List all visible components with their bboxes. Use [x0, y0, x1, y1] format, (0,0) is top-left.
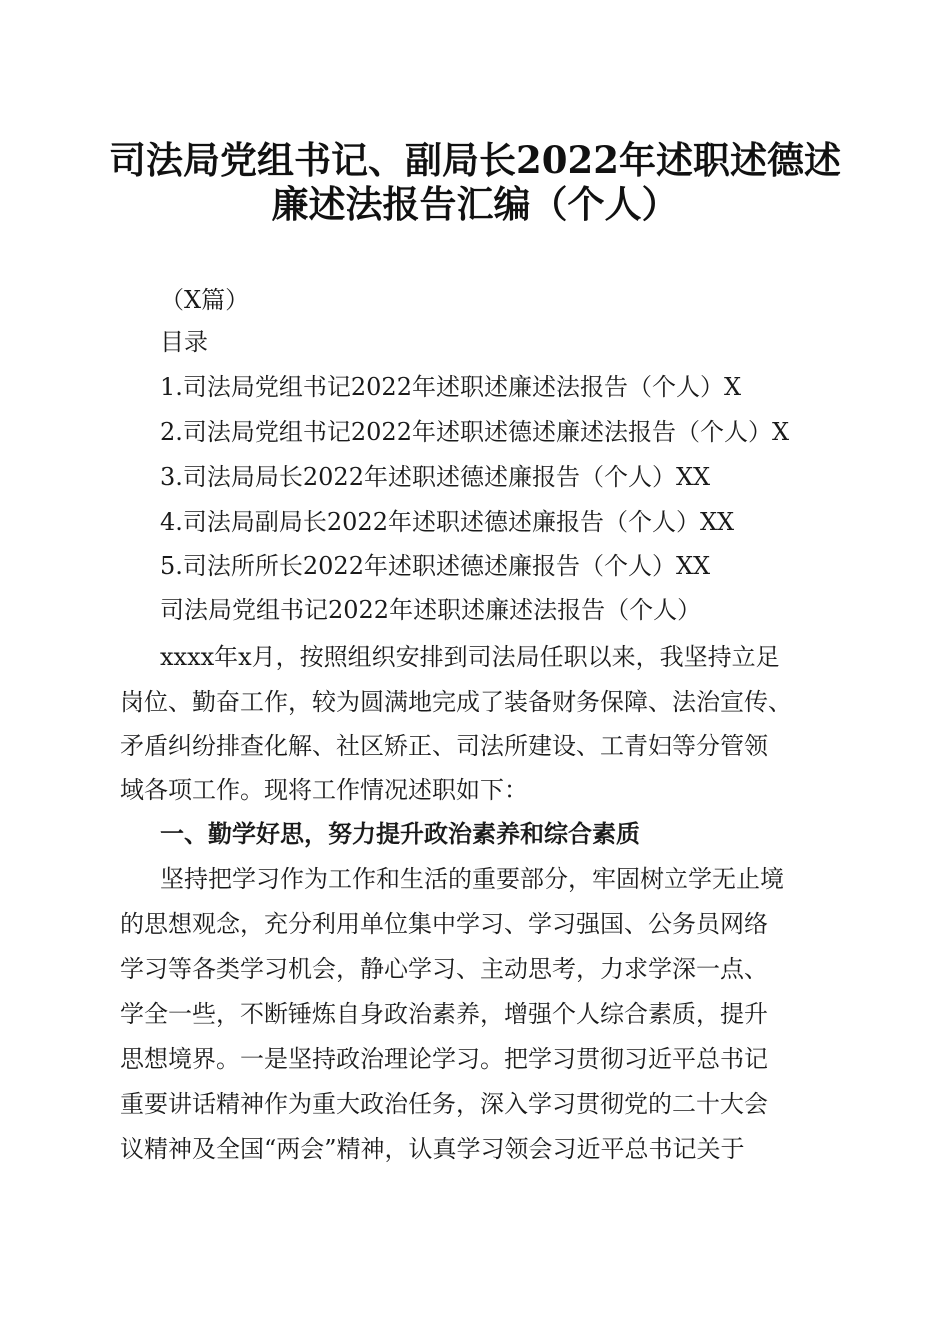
- document-title-line-2: 廉述法报告汇编（个人）: [271, 182, 679, 226]
- paragraph-2-line-6: 重要讲话精神作为重大政治任务，深入学习贯彻党的二十大会: [120, 1090, 768, 1118]
- article-title: 司法局党组书记2022年述职述廉述法报告（个人）: [160, 596, 702, 624]
- count-note: （X篇）: [160, 286, 250, 314]
- document-title-line-1: 司法局党组书记、副局长2022年述职述德述: [109, 138, 841, 182]
- paragraph-2-line-1: 坚持把学习作为工作和生活的重要部分，牢固树立学无止境: [160, 865, 784, 893]
- section-1-heading: 一、勤学好思，努力提升政治素养和综合素质: [160, 820, 640, 848]
- paragraph-2-line-3: 学习等各类学习机会，静心学习、主动思考，力求学深一点、: [120, 955, 768, 983]
- toc-item-4: 4.司法局副局长2022年述职述德述廉报告（个人）XX: [160, 508, 735, 536]
- toc-item-2: 2.司法局党组书记2022年述职述德述廉述法报告（个人）X: [160, 418, 790, 446]
- toc-heading: 目录: [160, 328, 208, 356]
- toc-item-1: 1.司法局党组书记2022年述职述廉述法报告（个人）X: [160, 373, 742, 401]
- paragraph-2-line-4: 学全一些，不断锤炼自身政治素养，增强个人综合素质，提升: [120, 1000, 768, 1028]
- paragraph-1-line-4: 域各项工作。现将工作情况述职如下：: [120, 776, 528, 804]
- paragraph-1-line-1: xxxx年x月，按照组织安排到司法局任职以来，我坚持立足: [160, 643, 780, 671]
- paragraph-1-line-2: 岗位、勤奋工作，较为圆满地完成了装备财务保障、法治宣传、: [120, 688, 792, 716]
- paragraph-1-line-3: 矛盾纠纷排查化解、社区矫正、司法所建设、工青妇等分管领: [120, 732, 768, 760]
- paragraph-2-line-2: 的思想观念，充分利用单位集中学习、学习强国、公务员网络: [120, 910, 768, 938]
- toc-item-3: 3.司法局局长2022年述职述德述廉报告（个人）XX: [160, 463, 711, 491]
- paragraph-2-line-7: 议精神及全国“两会”精神，认真学习领会习近平总书记关于: [120, 1135, 745, 1163]
- toc-item-5: 5.司法所所长2022年述职述德述廉报告（个人）XX: [160, 552, 711, 580]
- paragraph-2-line-5: 思想境界。一是坚持政治理论学习。把学习贯彻习近平总书记: [120, 1045, 768, 1073]
